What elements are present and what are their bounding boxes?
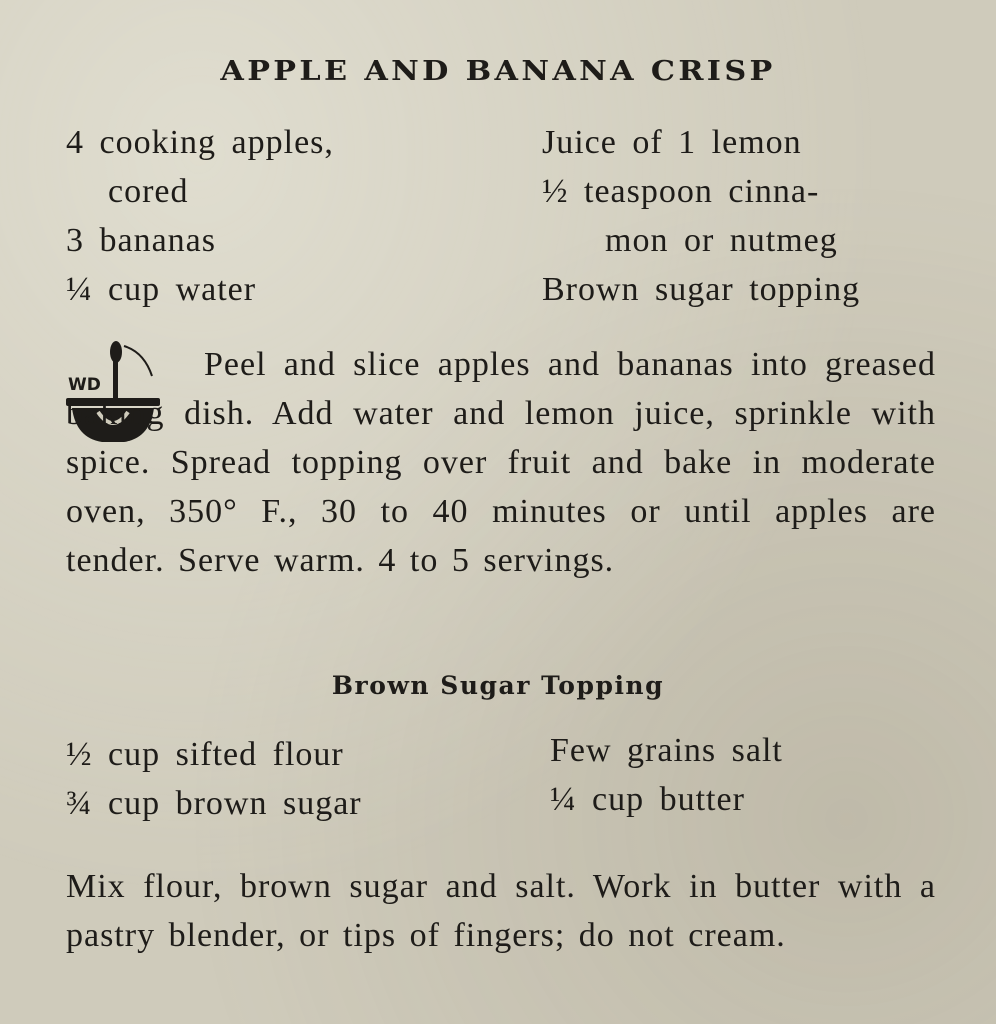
ingredient-line: Few grains salt [550,732,783,769]
ingredient-line: ½ teaspoon cinna- [542,173,820,210]
ingredient-line: 3 bananas [66,222,217,259]
recipe-title: APPLE AND BANANA CRISP [220,56,776,87]
ingredient-line: ¾ cup brown sugar [66,785,362,822]
ingredients-right-column [542,118,860,314]
svg-text:WD: WD [68,375,101,395]
topping-left-column [66,730,362,828]
topping-right-column [550,726,783,824]
topping-directions-paragraph: Mix flour, brown sugar and salt. Work in butter with a pastry blender, or tips of fingers; do not cream. [66,868,936,954]
ingredient-line: 4 cooking apples, [66,124,334,161]
ingredient-line: Juice of 1 lemon [542,124,802,161]
ingredients-left-column [66,118,334,314]
ingredient-line: ¼ cup water [66,271,257,308]
ingredient-line: ½ cup sifted flour [66,736,344,773]
ingredient-line: cored [108,173,189,210]
ingredient-line: mon or nutmeg [605,222,838,259]
ingredient-line: ¼ cup butter [550,781,745,818]
topping-subtitle: Brown Sugar Topping [331,671,665,700]
directions-paragraph: Peel and slice apples and bananas into greased baking dish. Add water and lemon juice, sprinkle with spice. Spread topping over fruit and bake in moderate oven, 350° F., 30 to 40 minutes or until apples are tender. Serve warm. 4 to 5 servings. [66,346,936,579]
ingredient-line: Brown sugar topping [542,271,861,308]
